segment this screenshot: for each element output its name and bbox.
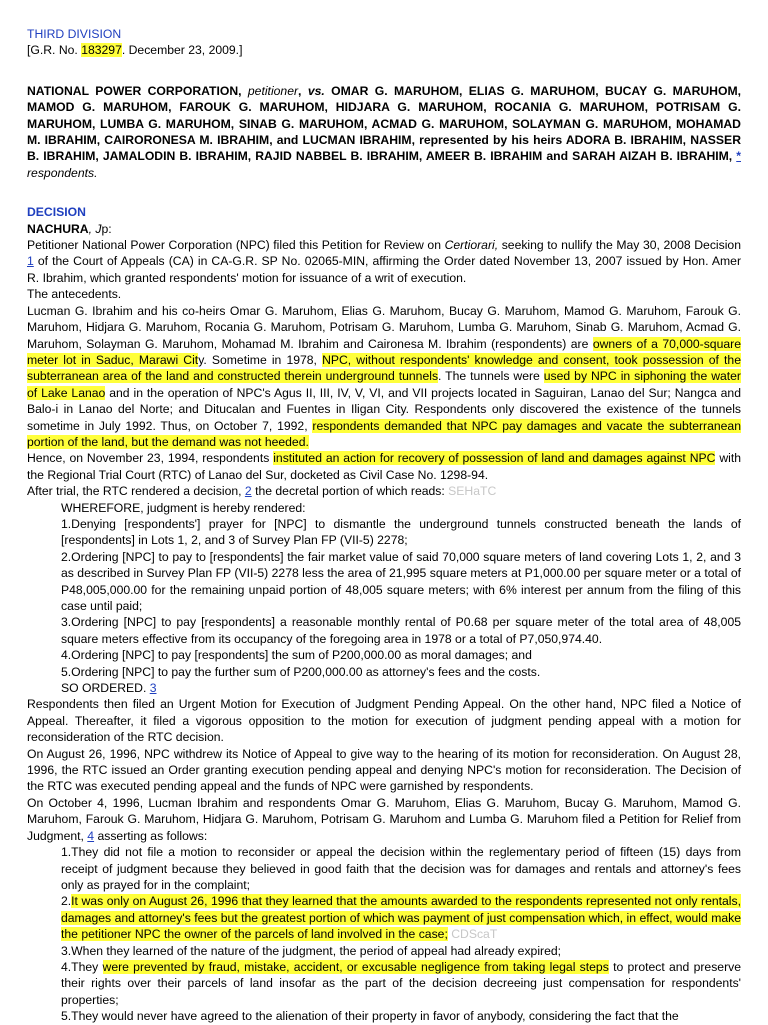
wherefore-line: WHEREFORE, judgment is hereby rendered: <box>61 500 306 515</box>
so-ordered-line <box>27 680 741 696</box>
respondents-names: OMAR G. MARUHOM, ELIAS G. MARUHOM, BUCAY G. MARUHOM, MAMOD G. MARUHOM, FAROUK G. MARUHOM, HIDJARA G. MARUHOM, ROCANIA G. MARUHOM, POTRISAM G. MARUHOM, LUMBA G. MARUHOM, SINAB G. MARUHOM, ACMAD G. MARUHOM, SOLAYMAN G. MARUHOM, MOHAMAD M. IBRAHIM, CAIRORONESA M. IBRAHIM, and LUCMAN IBRAHIM, represented by his heirs ADORA B. IBRAHIM, NASSER B. IBRAHIM, JAMALODIN B. IBRAHIM, RAJID NABBEL B. IBRAHIM, AMEER B. IBRAHIM and SARAH AIZAH B. IBRAHIM, <box>27 83 742 164</box>
text: On October 4, 1996, Lucman Ibrahim and respondents Omar G. Maruhom, Elias G. Maruhom, Bucay G. Maruhom, Mamod G. Maruhom, Farouk G. Maruhom, Hidjara G. Maruhom, Potrisam G. Maruhom and Lumba G. Maruhom filed a Petition for Relief from Judgment, <box>27 795 741 843</box>
highlighted-text: instituted an action for recovery of possession of land and damages against NPC <box>273 451 716 466</box>
relief-item-2 <box>27 893 741 942</box>
division-label: THIRD DIVISION <box>27 27 122 41</box>
ponente-end: p: <box>101 221 112 236</box>
highlighted-text: respondents demanded that NPC pay damages and vacate the subterranean portion of the land, but the demand was not heeded. <box>27 418 741 449</box>
text: asserting as follows: <box>94 828 208 843</box>
text: with the Regional Trial Court (RTC) of Lanao del Sur, docketed as Civil Case No. 1298-94. <box>27 451 741 482</box>
gr-number: 183297 <box>81 43 122 58</box>
gr-date: . December 23, 2009.] <box>121 43 243 58</box>
footnote-4-link[interactable]: 4 <box>87 828 95 843</box>
text: Petitioner National Power Corporation (NPC) filed this Petition for Review on <box>27 238 445 253</box>
text: y. Sometime in 1978, <box>198 352 323 367</box>
dispositive-item-2: 2.Ordering [NPC] to pay to [respondents] the fair market value of said 70,000 square meters of land covering Lots 1, 2, and 3 as described in Survey Plan FP (VII-5) 2278 less the area of 21,995 square meters at P1,000.00 per square meter or a total of P48,005,000.00 for the remaining unpaid portion of 48,005 square meters; with 6% interest per annum from the filing of this case until paid; <box>61 549 741 613</box>
paragraph-6: Respondents then filed an Urgent Motion for Execution of Judgment Pending Appeal. On the other hand, NPC filed a Notice of Appeal. Thereafter, it filed a vigorous opposition to the motion for execution of judgment pending appeal with a motion for reconsideration of the RTC decision. <box>27 697 741 745</box>
watermark-text: SEHaTC <box>448 484 497 499</box>
highlighted-text: It was only on August 26, 1996 that they learned that the amounts awarded to the respondents represented not only rentals, damages and attorney's fees but the greatest portion of which was payment of just compensation which, in effect, would make the petitioner NPC the owner of the parcels of land involved in the case; <box>61 894 741 942</box>
text: to protect and preserve their rights over their parcels of land insofar as the part of the decision decreeing just compensation for respondents' properties; <box>61 959 741 1007</box>
text-italic: Certiorari, <box>444 238 499 253</box>
paragraph-7: On August 26, 1996, NPC withdrew its Notice of Appeal to give way to the hearing of its motion for reconsideration. On August 28, 1996, the RTC issued an Order granting execution pending appeal and denying NPC's motion for reconsideration. The Decision of the RTC was executed pending appeal and the funds of NPC were garnished by respondents. <box>27 746 741 794</box>
watermark-text: CDScaT <box>451 927 498 942</box>
asterisk-footnote-link[interactable]: * <box>736 149 741 164</box>
footnote-1-link[interactable]: 1 <box>27 254 34 269</box>
relief-item-4 <box>27 959 741 1008</box>
text: 4.They <box>61 959 103 974</box>
text: Hence, on November 23, 1994, respondents <box>27 451 274 466</box>
text: of the Court of Appeals (CA) in CA-G.R. SP No. 02065-MIN, affirming the Order dated November 13, 2007 issued by Hon. Amer R. Ibrahim, which granted respondents' motion for issuance of a writ of execution. <box>27 254 741 285</box>
ponente-name: NACHURA <box>27 221 89 236</box>
paragraph-5 <box>27 483 741 499</box>
paragraph-8 <box>27 795 741 844</box>
dispositive-item-5: 5.Ordering [NPC] to pay the further sum of P200,000.00 as attorney's fees and the costs. <box>61 664 541 679</box>
paragraph-4 <box>27 450 741 483</box>
ponente-suffix: , J <box>88 221 102 236</box>
relief-item-3: 3.When they learned of the nature of the judgment, the period of appeal had already expired; <box>61 943 562 958</box>
text: seeking to nullify the May 30, 2008 Decision <box>498 238 741 253</box>
text: the decretal portion of which reads: <box>251 484 449 499</box>
footnote-3-link[interactable]: 3 <box>149 681 157 696</box>
highlighted-text: used by NPC in siphoning the water of Lake Lanao <box>27 369 741 400</box>
petitioner-name: NATIONAL POWER CORPORATION <box>27 83 239 98</box>
text: 2. <box>61 894 72 909</box>
gr-prefix: [G.R. No. <box>27 43 82 58</box>
case-number-line <box>27 42 741 58</box>
footnote-2-link[interactable]: 2 <box>244 484 252 499</box>
text: and in the operation of NPC's Agus II, III, IV, V, VI, and VII projects located in Saguiran, Lanao del Sur; Nangca and Balo-i in Lanao del Norte; and Ditucalan and Fuentes in Iligan City. Respondents only discovered the existence of the tunnels sometime in July 1992. Thus, on October 7, 1992, <box>27 385 741 433</box>
text: SO ORDERED. <box>61 681 150 696</box>
relief-item-1: 1.They did not file a motion to reconsider or appeal the decision within the reglementary period of fifteen (15) days from receipt of judgment because they believed in good faith that the decision was for damages and rentals and attorney's fees only as prayed for in the complaint; <box>61 845 741 892</box>
text: . The tunnels were <box>438 369 544 384</box>
text: After trial, the RTC rendered a decision, <box>27 484 245 499</box>
text: Lucman G. Ibrahim and his co-heirs Omar G. Maruhom, Elias G. Maruhom, Bucay G. Maruhom, Mamod G. Maruhom, Farouk G. Maruhom, Hidjara G. Maruhom, Rocania G. Maruhom, Potrisam G. Maruhom, Lumba G. Maruhom, Sinab G. Maruhom, Acmad G. Maruhom, Solayman G. Maruhom, Mohamad M. Ibrahim and Caironesa M. Ibrahim (respondents) are <box>27 303 741 351</box>
ponente-line <box>27 221 741 237</box>
versus: vs. <box>307 83 325 98</box>
highlighted-text: NPC, without respondents' knowledge and consent, took possession of the subterranean area of the land and constructed therein underground tunnels <box>27 352 741 384</box>
paragraph-1 <box>27 237 741 286</box>
paragraph-2: The antecedents. <box>27 287 122 302</box>
case-parties: NATIONAL POWER CORPORATION, petitioner, vs. OMAR G. MARUHOM, ELIAS G. MARUHOM, BUCAY G. MARUHOM, MAMOD G. MARUHOM, FAROUK G. MARUHOM, HIDJARA G. MARUHOM, ROCANIA G. MARUHOM, POTRISAM G. MARUHOM, LUMBA G. MARUHOM, SINAB G. MARUHOM, ACMAD G. MARUHOM, SOLAYMAN G. MARUHOM, MOHAMAD M. IBRAHIM, CAIRORONESA M. IBRAHIM, and LUCMAN IBRAHIM, represented by his heirs ADORA B. IBRAHIM, NASSER B. IBRAHIM, JAMALODIN B. IBRAHIM, RAJID NABBEL B. IBRAHIM, AMEER B. IBRAHIM and SARAH AIZAH B. IBRAHIM, * respondents. <box>27 83 742 180</box>
paragraph-3 <box>27 303 741 451</box>
highlighted-text: were prevented by fraud, mistake, accident, or excusable negligence from taking legal steps <box>102 959 609 974</box>
respondents-role: respondents. <box>27 165 98 180</box>
petitioner-role: petitioner <box>247 83 299 98</box>
dispositive-item-1: 1.Denying [respondents'] prayer for [NPC] to dismantle the underground tunnels constructed beneath the lands of [respondents] in Lots 1, 2, and 3 of Survey Plan FP (VII-5) 2278; <box>61 516 741 548</box>
highlighted-text: owners of a 70,000-square meter lot in Saduc, Marawi Cit <box>27 336 741 367</box>
dispositive-item-4: 4.Ordering [NPC] to pay [respondents] the sum of P200,000.00 as moral damages; and <box>61 648 532 663</box>
decision-heading: DECISION <box>27 205 86 220</box>
dispositive-item-3: 3.Ordering [NPC] to pay [respondents] a reasonable monthly rental of P0.68 per square meter of the total area of 48,005 square meters effective from its occupancy of the foregoing area in 1978 or a total of P7,050,974.40. <box>61 615 741 646</box>
relief-item-5: 5.They would never have agreed to the alienation of their property in favor of anybody, considering the fact that the <box>61 1009 679 1024</box>
